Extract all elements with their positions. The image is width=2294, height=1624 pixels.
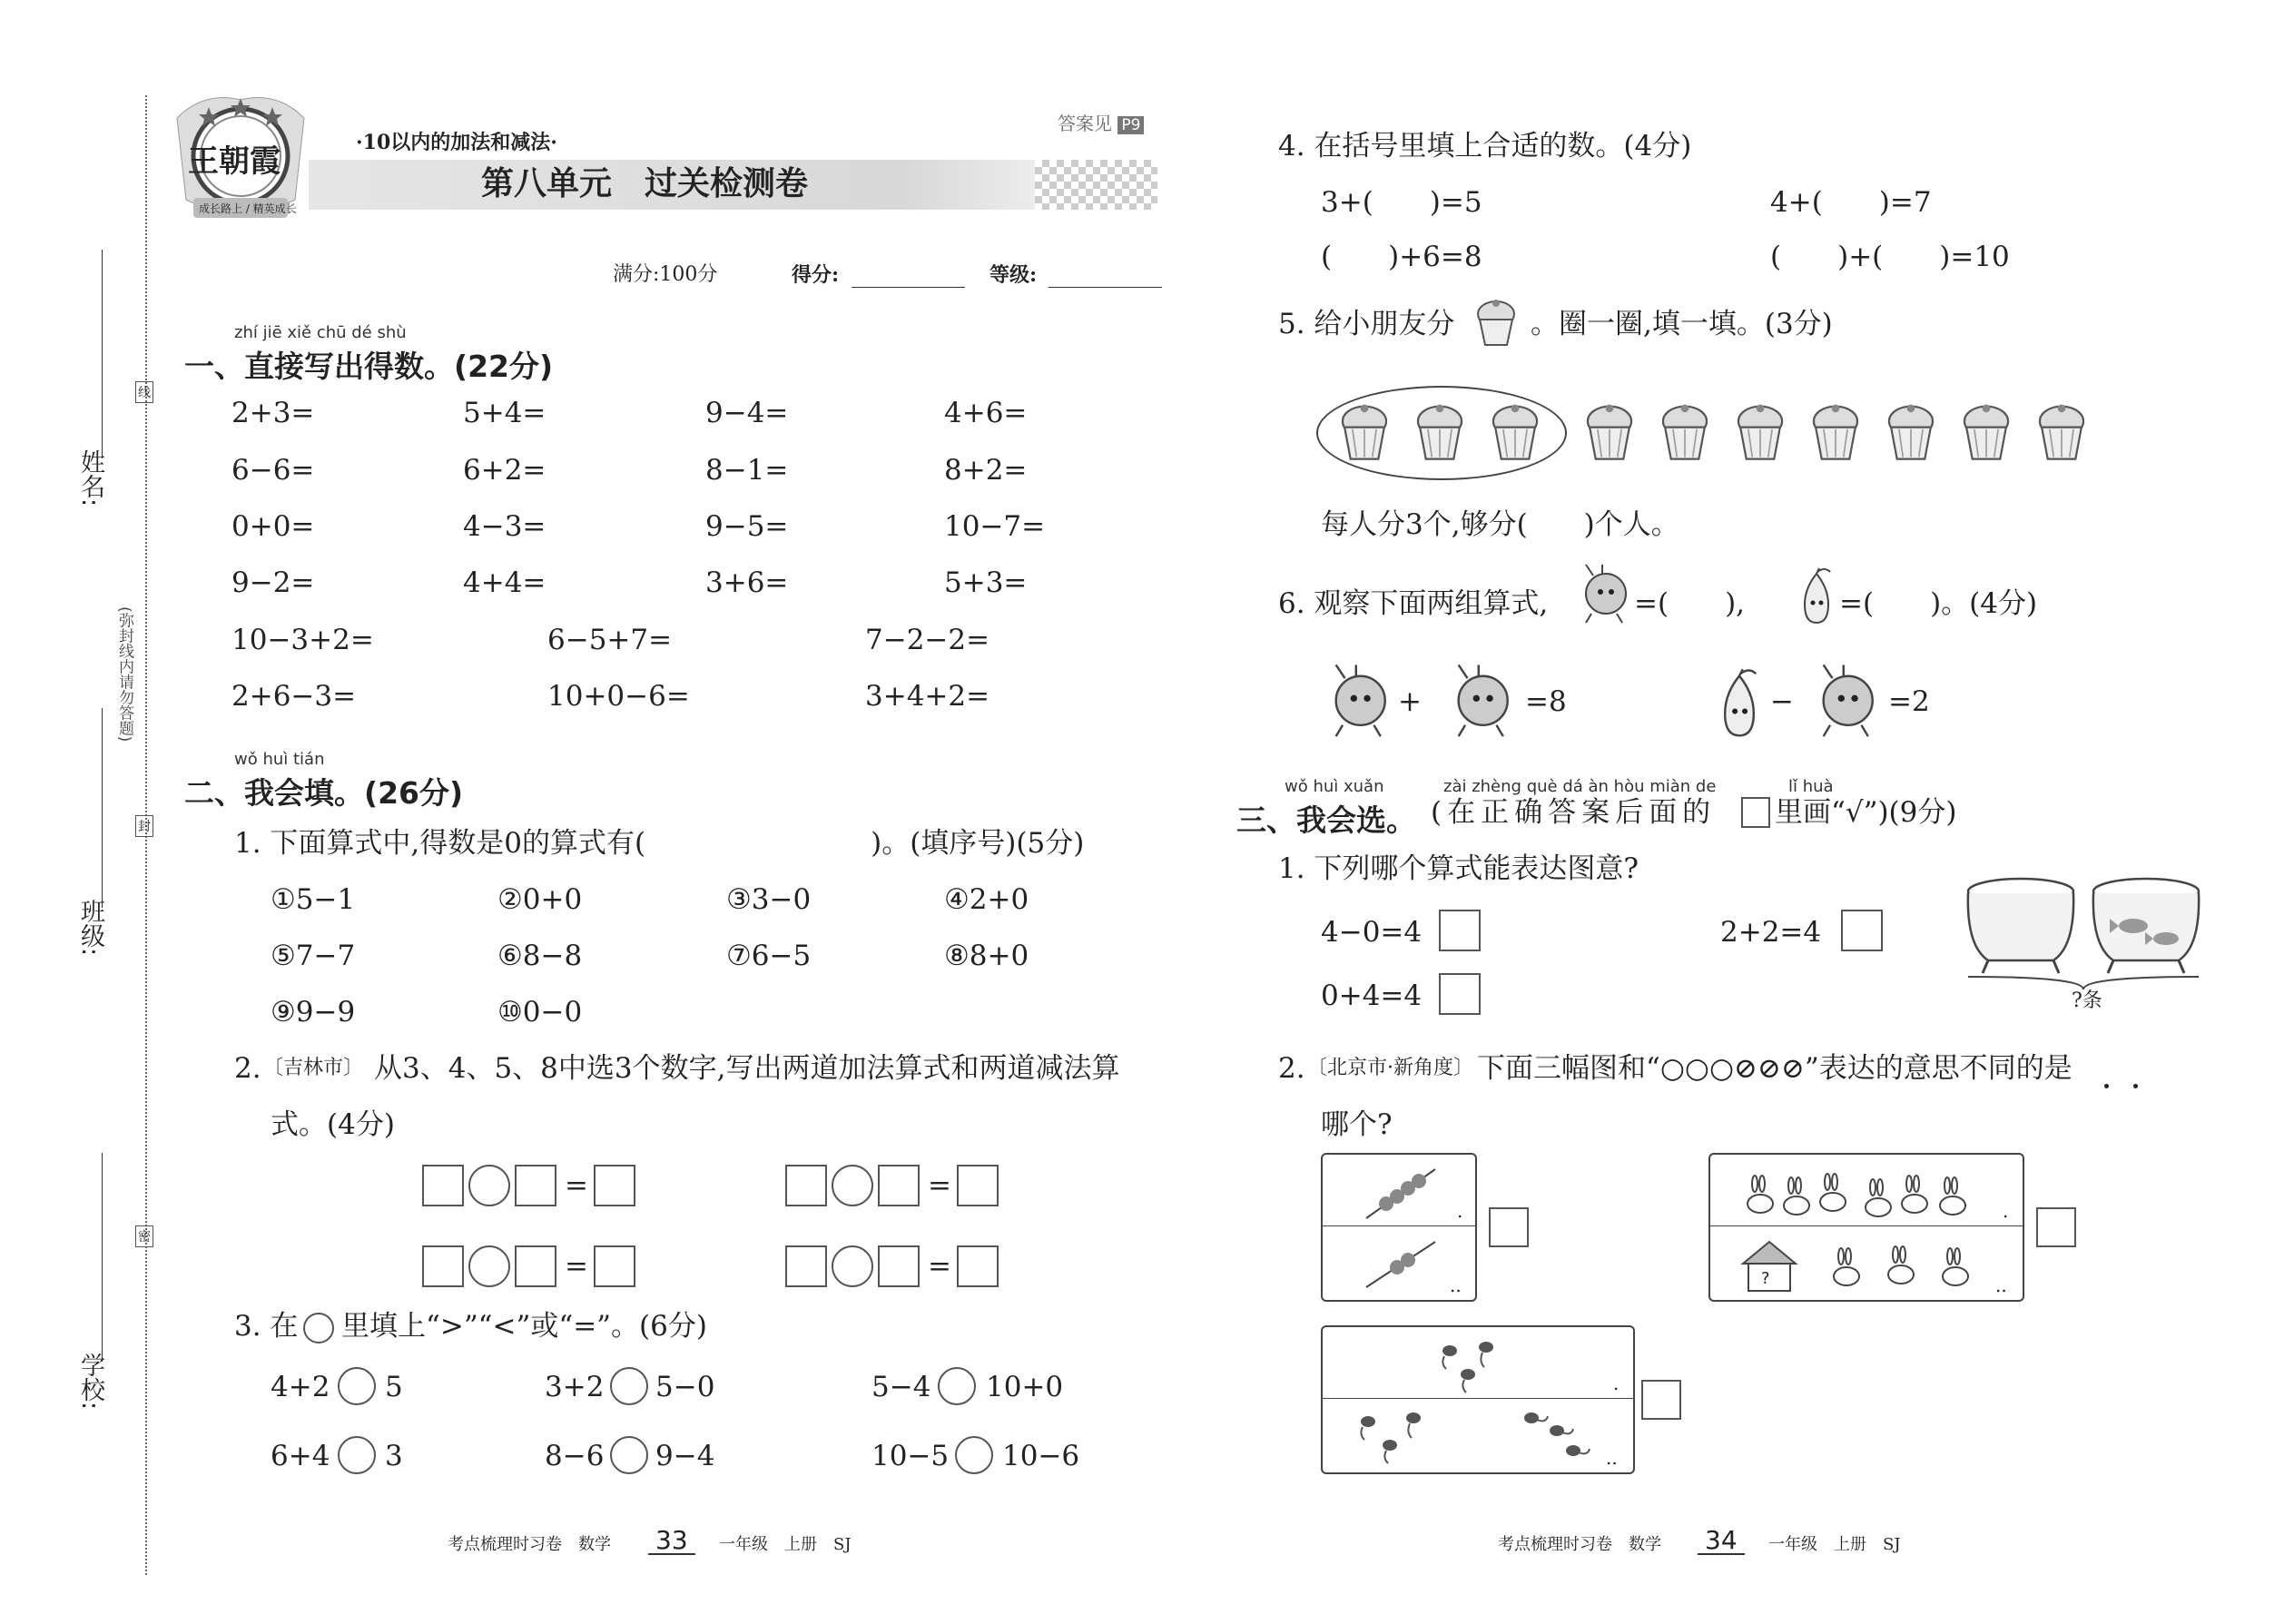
s2-q1-option: ⑤7−7 <box>271 940 356 972</box>
bell-pepper-icon <box>1575 563 1631 626</box>
answer-ref-label: 答案见 <box>1058 113 1112 134</box>
s3-q1-option: 2+2=4 <box>1720 916 1822 949</box>
s3-title-a: 三、我会选。 <box>1236 802 1416 838</box>
answer-box[interactable] <box>422 1245 464 1287</box>
compare-left: 3+2 <box>545 1371 605 1403</box>
answer-box[interactable] <box>957 1245 999 1287</box>
s1-item: 6−5+7= <box>547 624 673 656</box>
tadpoles-scattered-icon <box>1350 1405 1613 1467</box>
s1-item: 10+0−6= <box>547 680 690 713</box>
logo-slogan: 成长路上 / 精英成长 <box>199 202 297 215</box>
s2-q1-option: ④2+0 <box>944 883 1029 916</box>
seal-mark-2: 封 <box>135 815 153 837</box>
answer-box[interactable] <box>878 1165 920 1206</box>
grade-field[interactable] <box>1049 287 1162 288</box>
compare-left: 8−6 <box>545 1440 605 1472</box>
class-label: 班级: <box>76 899 104 957</box>
q6-plus: + <box>1398 685 1422 718</box>
answer-checkbox[interactable] <box>1641 1380 1681 1420</box>
s1-item: 6+2= <box>463 454 546 487</box>
q6-title-c: =( )。(4分) <box>1839 587 2038 620</box>
q6-result-2: =2 <box>1888 685 1930 718</box>
compare-left: 6+4 <box>271 1440 330 1472</box>
s1-item: 10−7= <box>944 510 1046 543</box>
panel-dots: .. <box>1995 1275 2007 1296</box>
footer-grade: 一年级 上册 SJ <box>719 1535 852 1554</box>
brand-logo <box>168 91 313 227</box>
emphasis-dot <box>2104 1084 2109 1088</box>
name-label: 姓名: <box>76 449 104 507</box>
compare-circle[interactable] <box>610 1367 648 1405</box>
operator-circle[interactable] <box>468 1165 510 1206</box>
s2-q1-option: ⑩0−0 <box>497 996 583 1029</box>
equals-sign: = <box>928 1169 951 1202</box>
q4-item: ( )+6=8 <box>1321 241 1482 273</box>
cupcake-icon <box>1485 399 1545 463</box>
s3-q2-line2: 哪个? <box>1321 1108 1393 1141</box>
cupcake-icon <box>1334 399 1394 463</box>
compare-left: 4+2 <box>271 1371 330 1403</box>
bell-pepper-icon <box>1321 663 1393 741</box>
s3-q1-option: 0+4=4 <box>1321 979 1423 1012</box>
footer-book: 考点梳理时习卷 数学 <box>1498 1535 1661 1554</box>
operator-circle[interactable] <box>832 1245 873 1287</box>
panel-dots: .. <box>1606 1447 1618 1469</box>
s1-item: 4−3= <box>463 510 546 543</box>
s1-item: 5+3= <box>944 566 1028 599</box>
compare-circle[interactable] <box>955 1436 993 1474</box>
footer-grade: 一年级 上册 SJ <box>1768 1535 1901 1554</box>
q4-item: 3+( )=5 <box>1321 186 1482 219</box>
score-label: 得分: <box>792 263 840 287</box>
cupcake-icon <box>1410 399 1470 463</box>
panel-divider <box>1323 1225 1475 1226</box>
compare-right: 9−4 <box>655 1440 715 1472</box>
s2-pinyin: wǒ huì tián <box>234 750 325 769</box>
s1-pinyin: zhí jiē xiě chū dé shù <box>234 323 407 342</box>
s3-pinyin-b: zài zhèng què dá àn hòu miàn de <box>1443 777 1717 796</box>
panel-dot: . <box>1457 1200 1463 1222</box>
answer-page-badge: P9 <box>1117 116 1144 134</box>
answer-checkbox[interactable] <box>1439 973 1481 1015</box>
equals-sign: = <box>928 1250 951 1283</box>
pear-icon <box>1714 666 1765 741</box>
binding-note: (弥封线内请勿答题) <box>115 606 133 743</box>
q5-answer: 每人分3个,够分( )个人。 <box>1321 508 1679 541</box>
s2-q2-line2: 式。(4分) <box>271 1108 395 1141</box>
cupcake-icon <box>1881 399 1941 463</box>
s2-q1-option: ⑥8−8 <box>497 940 583 972</box>
grade-label: 等级: <box>989 263 1038 287</box>
s1-item: 9−2= <box>231 566 315 599</box>
s2-q3-text: 里填上“>”“<”或“=”。(6分) <box>341 1310 707 1343</box>
s2-q1-option: ③3−0 <box>726 883 812 916</box>
answer-checkbox[interactable] <box>1841 910 1883 951</box>
s3-title-c: 里画“√”)(9分) <box>1775 796 1957 829</box>
equals-sign: = <box>565 1250 588 1283</box>
s3-q2-source: 北京市·新角度 <box>1327 1057 1454 1079</box>
fish-bowls-picture <box>1961 873 2206 991</box>
answer-checkbox[interactable] <box>2036 1207 2076 1247</box>
answer-box[interactable] <box>515 1245 556 1287</box>
s2-q2-source-tag: 〔吉林市〕 <box>263 1057 364 1079</box>
answer-checkbox[interactable] <box>1489 1207 1529 1247</box>
answer-box[interactable] <box>422 1165 464 1206</box>
svg-text:?: ? <box>1761 1269 1770 1288</box>
s3-q2-number: 2. <box>1278 1052 1305 1085</box>
s1-item: 9−5= <box>705 510 789 543</box>
compare-circle[interactable] <box>610 1436 648 1474</box>
s2-q1-option: ⑦6−5 <box>726 940 812 972</box>
s1-item: 7−2−2= <box>865 624 990 656</box>
answer-checkbox[interactable] <box>1439 910 1481 951</box>
answer-box[interactable] <box>785 1245 827 1287</box>
cupcake-icon <box>1806 399 1866 463</box>
s3-q2-source-tag: 〔北京市·新角度〕 <box>1307 1057 1474 1079</box>
s1-item: 8+2= <box>944 454 1028 487</box>
title-banner-pattern <box>1035 160 1157 210</box>
s2-q2-source: 吉林市 <box>283 1057 344 1079</box>
answer-box[interactable] <box>515 1165 556 1206</box>
answer-box[interactable] <box>957 1165 999 1206</box>
panel-divider <box>1323 1398 1633 1399</box>
compare-circle[interactable] <box>338 1367 376 1405</box>
q5-title-b: 。圈一圈,填一填。(3分) <box>1531 308 1833 340</box>
school-label: 学校: <box>76 1353 104 1411</box>
answer-box[interactable] <box>785 1165 827 1206</box>
logo-text: 王朝霞 <box>188 143 281 180</box>
s1-item: 2+6−3= <box>231 680 357 713</box>
cupcake-icon <box>1469 296 1523 350</box>
answer-box[interactable] <box>594 1165 635 1206</box>
q6-title-a: 6. 观察下面两组算式, <box>1278 587 1549 620</box>
s1-item: 10−3+2= <box>231 624 374 656</box>
cupcake-icon <box>1580 399 1639 463</box>
picture-option-skewers <box>1321 1153 1477 1302</box>
skewer-partial-icon <box>1359 1236 1441 1294</box>
s1-item: 6−6= <box>231 454 315 487</box>
operator-circle[interactable] <box>832 1165 873 1206</box>
s1-item: 5+4= <box>463 397 546 429</box>
s1-item: 4+4= <box>463 566 546 599</box>
q4-item: ( )+( )=10 <box>1770 241 2010 273</box>
compare-left: 5−4 <box>871 1371 931 1403</box>
q5-title-a: 5. 给小朋友分 <box>1278 308 1455 340</box>
compare-left: 10−5 <box>871 1440 950 1472</box>
full-score: 满分:100分 <box>613 263 718 286</box>
s2-q1-option: ①5−1 <box>271 883 356 916</box>
s1-item: 0+0= <box>231 510 315 543</box>
operator-circle[interactable] <box>468 1245 510 1287</box>
s3-q2-line1: 下面三幅图和“○○○⊘⊘⊘”表达的意思不同的是 <box>1477 1052 2072 1085</box>
compare-right: 5−0 <box>655 1371 715 1403</box>
cupcake-icon <box>1730 399 1790 463</box>
compare-circle[interactable] <box>338 1436 376 1474</box>
seal-mark-1: 线 <box>135 381 153 403</box>
panel-dots: .. <box>1450 1275 1462 1296</box>
bell-pepper-icon <box>1808 663 1881 741</box>
cupcake-icon <box>1655 399 1715 463</box>
panel-dot: . <box>1613 1373 1620 1394</box>
s3-q1-option: 4−0=4 <box>1321 916 1423 949</box>
q6-minus: − <box>1770 685 1794 718</box>
q4-title: 4. 在括号里填上合适的数。(4分) <box>1278 130 1692 162</box>
q4-item: 4+( )=7 <box>1770 186 1932 219</box>
s1-item: 3+4+2= <box>865 680 990 713</box>
s2-q1: 1. 下面算式中,得数是0的算式有( )。(填序号)(5分) <box>234 827 1085 860</box>
s2-q1-option: ②0+0 <box>497 883 583 916</box>
unit-subtitle: ·10以内的加法和减法· <box>356 131 557 154</box>
picture-option-rabbits <box>1708 1153 2024 1302</box>
answer-box[interactable] <box>594 1245 635 1287</box>
picture-option-tadpoles <box>1321 1325 1635 1474</box>
s2-q2-number: 2. <box>234 1052 261 1085</box>
compare-circle[interactable] <box>938 1367 976 1405</box>
tadpoles-group-icon <box>1432 1336 1522 1394</box>
s3-title-b: (在正确答案后面的 <box>1431 796 1717 829</box>
page-number: 33 <box>648 1528 695 1555</box>
compare-right: 5 <box>385 1371 403 1403</box>
s3-q1: 1. 下列哪个算式能表达图意? <box>1278 852 1639 885</box>
name-field[interactable] <box>102 250 103 458</box>
rabbits-outside-icon <box>1828 1245 1983 1291</box>
emphasis-dot <box>2133 1084 2138 1088</box>
q6-title-b: =( ), <box>1634 587 1746 620</box>
bell-pepper-icon <box>1443 663 1516 741</box>
s3-pinyin-a: wǒ huì xuǎn <box>1285 777 1384 796</box>
equals-sign: = <box>565 1169 588 1202</box>
pear-icon <box>1796 566 1837 626</box>
compare-circle-icon <box>303 1313 334 1343</box>
s1-item: 4+6= <box>944 397 1028 429</box>
s1-item: 9−4= <box>705 397 789 429</box>
s1-item: 8−1= <box>705 454 789 487</box>
s2-q2-line1: 从3、4、5、8中选3个数字,写出两道加法算式和两道减法算 <box>374 1052 1120 1085</box>
house-icon <box>1738 1238 1801 1294</box>
s3-pinyin-c: lǐ huà <box>1788 777 1834 796</box>
panel-divider <box>1710 1225 2023 1226</box>
score-field[interactable] <box>852 287 965 288</box>
footer-book: 考点梳理时习卷 数学 <box>448 1535 611 1554</box>
page-title: 第八单元 过关检测卷 <box>481 165 809 202</box>
s1-item: 3+6= <box>705 566 789 599</box>
compare-right: 3 <box>385 1440 403 1472</box>
skewer-full-icon <box>1359 1164 1441 1222</box>
seal-mark-3: 密 <box>135 1225 153 1247</box>
compare-right: 10+0 <box>986 1371 1064 1403</box>
panel-dot: . <box>2003 1200 2009 1222</box>
checkbox-icon <box>1741 797 1770 828</box>
q6-result-1: =8 <box>1525 685 1567 718</box>
class-field[interactable] <box>102 708 103 908</box>
compare-right: 10−6 <box>1002 1440 1080 1472</box>
answer-box[interactable] <box>878 1245 920 1287</box>
s2-q1-option: ⑨9−9 <box>271 996 356 1029</box>
answer-ref <box>1058 109 1144 135</box>
school-field[interactable] <box>102 1153 103 1362</box>
s2-title: 二、我会填。(26分) <box>184 775 464 811</box>
cupcake-icon <box>1956 399 2016 463</box>
cupcake-row <box>1334 399 2097 463</box>
s2-q1-option: ⑧8+0 <box>944 940 1029 972</box>
s1-item: 2+3= <box>231 397 315 429</box>
s1-title: 一、直接写出得数。(22分) <box>184 349 554 384</box>
fish-count-caption: ?条 <box>2072 989 2102 1012</box>
page-number: 34 <box>1698 1528 1745 1555</box>
cupcake-icon <box>2032 399 2092 463</box>
s2-q3-prefix: 3. 在 <box>234 1310 299 1343</box>
rabbits-group-icon <box>1742 1171 1978 1222</box>
